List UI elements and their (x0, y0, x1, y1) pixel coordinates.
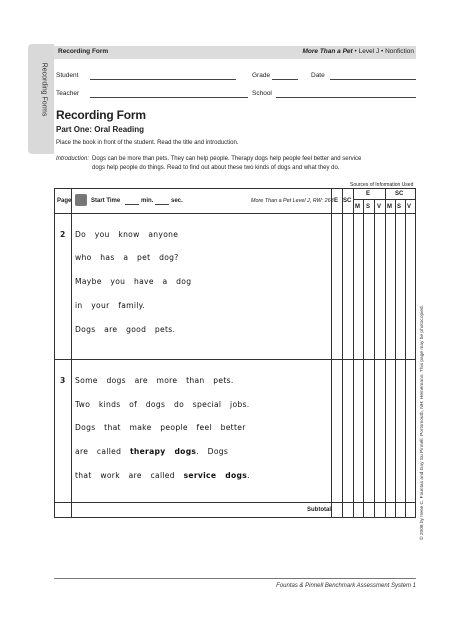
col-divider (385, 189, 386, 517)
passage-bold-term: therapy dogs (129, 447, 197, 456)
passage-line: who has a pet dog? (75, 253, 179, 262)
passage-line: Dogs that make people feel better (75, 423, 246, 432)
sources-label: Sources of Information Used (350, 182, 414, 188)
row-divider (55, 502, 415, 503)
passage-line: in your family. (75, 301, 146, 310)
e-sources-header: E (366, 191, 371, 197)
start-time-label: Start Time (91, 198, 121, 204)
passage-text: that work are called (75, 471, 175, 480)
page-header: Page (57, 198, 72, 204)
msv-s: S (366, 204, 371, 210)
introduction-line2: dogs help people do things. Read to find out about these two kinds of dogs and what they do. (92, 165, 340, 171)
introduction-label: Introduction: (56, 156, 90, 162)
header-book-title: More Than a Pet (302, 48, 353, 55)
page-number: 3 (60, 376, 66, 385)
header-form-label: Recording Form (58, 48, 109, 55)
passage-line (75, 471, 250, 480)
school-label: School (252, 90, 272, 97)
sec-field[interactable] (155, 204, 169, 205)
e-header: E (334, 198, 339, 204)
introduction-line1: Dogs can be more than pets. They can help people. Therapy dogs help people feel better and service (92, 156, 362, 162)
col-divider (342, 189, 343, 517)
passage-line (75, 447, 228, 456)
min-field[interactable] (125, 204, 139, 205)
row-divider (55, 213, 415, 214)
date-field[interactable] (330, 79, 416, 80)
passage-bold-term: service dogs (183, 471, 248, 480)
msv-s: S (397, 204, 402, 210)
form-title: Recording Form (56, 108, 146, 122)
min-label: min. (141, 198, 154, 204)
student-field[interactable] (90, 79, 236, 80)
passage-line: Two kinds of dogs do special jobs. (75, 400, 250, 409)
col-divider (395, 199, 396, 517)
grade-label: Grade (252, 72, 271, 79)
col-divider (353, 189, 354, 517)
teacher-label: Teacher (56, 90, 80, 97)
col-divider (363, 199, 364, 517)
sec-label: sec. (171, 198, 183, 204)
col-divider (374, 199, 375, 517)
passage-line: Dogs are good pets. (75, 325, 176, 334)
footer-text: Fountas & Pinnell Benchmark Assessment System 1 (276, 583, 416, 589)
instruction-text: Place the book in front of the student. Read the title and introduction. (56, 140, 239, 146)
side-tab-label: Recording Forms (40, 62, 48, 117)
copyright-text: © 2008 by Irene C. Fountas and Gay Su Pinnell. Portsmouth, NH: Heinemann. This page may be photocopied. (420, 305, 425, 540)
row-divider (353, 199, 415, 200)
sc-header: SC (343, 198, 352, 204)
book-rw-label: More Than a Pet Level J, RW: 263 (251, 198, 334, 204)
grade-field[interactable] (272, 79, 298, 80)
passage-text: . (247, 471, 250, 480)
teacher-field[interactable] (90, 97, 248, 98)
msv-v: V (377, 204, 382, 210)
sc-sources-header: SC (395, 191, 404, 197)
col-divider (405, 199, 406, 517)
col-divider (71, 189, 72, 517)
footer-rule (54, 578, 416, 579)
passage-text: are called (75, 447, 122, 456)
col-divider (331, 189, 332, 517)
student-label: Student (56, 72, 79, 79)
passage-line: Maybe you have a dog (75, 277, 192, 286)
school-field[interactable] (276, 97, 416, 98)
passage-line: Do you know anyone (75, 230, 179, 239)
reading-table (54, 188, 416, 518)
stopwatch-icon (75, 194, 87, 206)
msv-m: M (355, 204, 360, 210)
date-label: Date (311, 72, 325, 79)
passage-line: Some dogs are more than pets. (75, 376, 234, 385)
header-book-info (303, 48, 415, 55)
header-level-info: • Level J • Nonfiction (354, 48, 414, 55)
msv-m: M (387, 204, 392, 210)
passage-text: . Dogs (196, 447, 229, 456)
page-number: 2 (60, 230, 66, 239)
row-divider (55, 359, 415, 360)
msv-v: V (407, 204, 412, 210)
subtotal-label: Subtotal (307, 507, 331, 513)
part-title: Part One: Oral Reading (56, 125, 145, 134)
